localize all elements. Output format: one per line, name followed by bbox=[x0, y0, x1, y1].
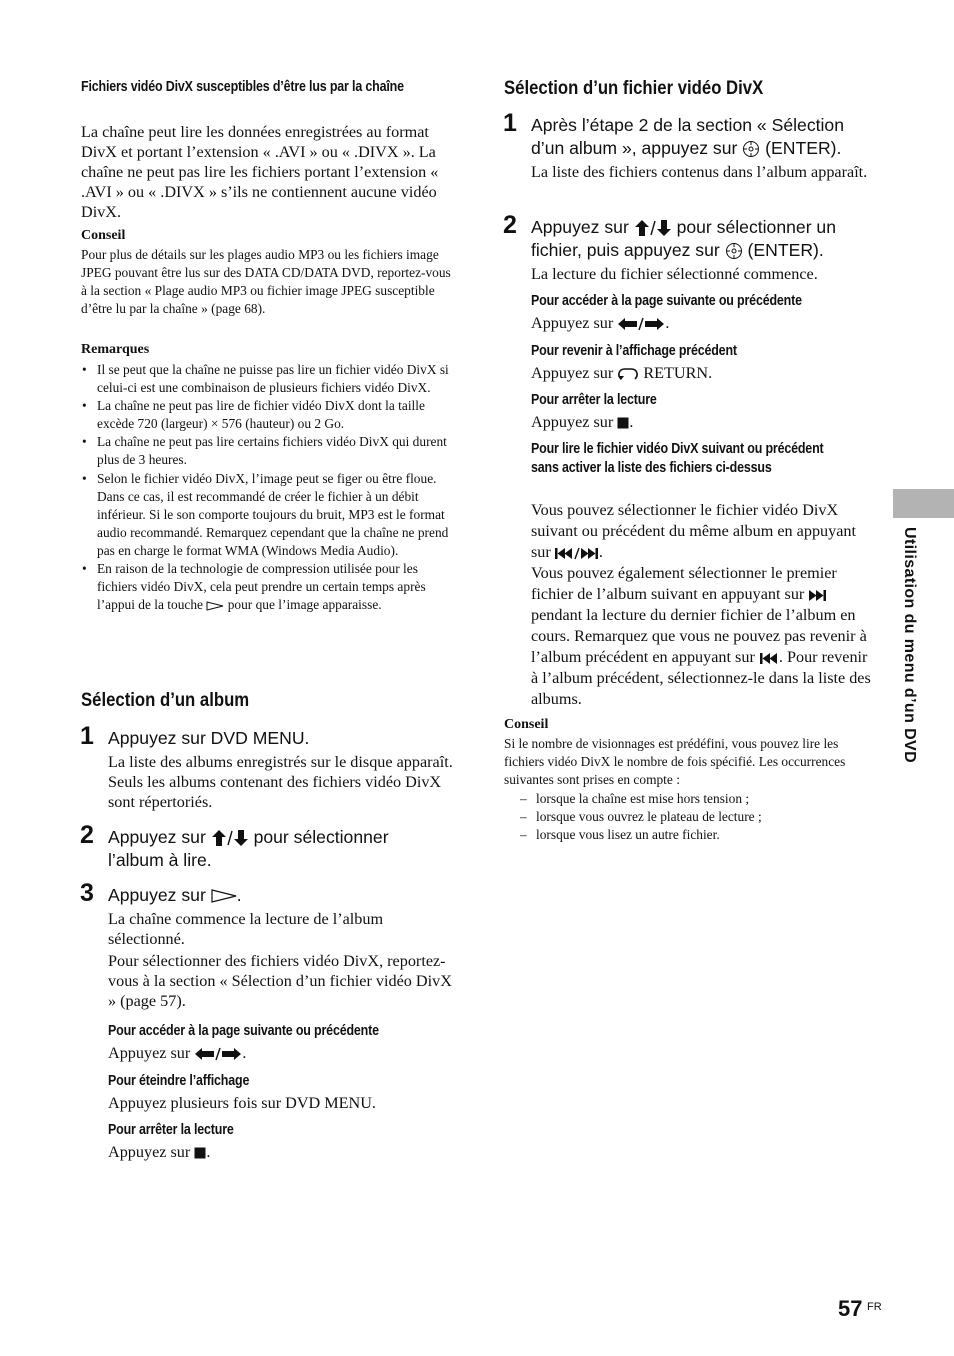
sub-text: Vous pouvez sélectionner le fichier vidéo DivX suivant ou précédent du même album en appuyant sur bbox=[531, 501, 856, 561]
remarques-list bbox=[81, 361, 453, 614]
select-file-heading: Sélection d’un fichier vidéo DivX bbox=[504, 78, 764, 99]
step-number: 3 bbox=[80, 879, 94, 907]
step-text: (ENTER). bbox=[765, 138, 842, 158]
sub-text: Appuyez sur bbox=[531, 364, 614, 382]
step-description: La liste des albums enregistrés sur le disque apparaît. Seuls les albums contenant des fichiers vidéo DivX sont répertoriés. bbox=[108, 753, 453, 811]
step-text: pour sélectionner l’album à lire. bbox=[108, 827, 389, 870]
subheading: Pour arrêter la lecture bbox=[108, 1122, 234, 1138]
remarque-item: • La chaîne ne peut pas lire certains fichiers vidéo DivX qui durent plus de 3 heures. bbox=[81, 433, 453, 469]
conseil-text-right: Si le nombre de visionnages est prédéfini, vous pouvez lire les fichiers vidéo DivX le nombre de fois spécifié. Les occurrences suivantes sont prises en compte : bbox=[504, 736, 846, 788]
remarque-text: pour que l’image apparaisse. bbox=[227, 597, 382, 613]
subheading: Pour revenir à l’affichage précédent bbox=[531, 343, 737, 359]
prev-next-track-icon bbox=[555, 547, 599, 560]
sub-text: . Pour revenir à l’album précédent, sélectionnez-le dans la liste des albums. bbox=[531, 648, 871, 708]
remarque-item: • Il se peut que la chaîne ne puisse pas lire un fichier vidéo DivX si celui-ci est une combinaison de plusieurs fichiers vidéo DivX. bbox=[81, 361, 453, 397]
sub-text: Appuyez sur bbox=[531, 314, 614, 332]
enter-button-icon bbox=[725, 242, 743, 260]
conseil-list-right bbox=[504, 790, 876, 844]
step-number: 1 bbox=[503, 109, 517, 137]
step-instruction bbox=[531, 114, 876, 160]
subheading-text: Appuyez sur . bbox=[531, 314, 670, 332]
step-description: La lecture du fichier sélectionné commence. bbox=[531, 265, 818, 283]
remarques-heading: Remarques bbox=[81, 342, 150, 357]
remarque-item bbox=[81, 560, 453, 614]
subheading: Pour arrêter la lecture bbox=[531, 392, 657, 408]
conseil-heading-right: Conseil bbox=[504, 717, 549, 732]
up-down-arrow-icon bbox=[211, 829, 249, 847]
conseil-text-left: Pour plus de détails sur les plages audio MP3 ou les fichiers image JPEG pouvant être lus sur des DATA CD/DATA DVD, reportez-vous à la section « Plage audio MP3 ou fichier image JPEG susceptible d’être lu par la chaîne » (page 68). bbox=[81, 247, 451, 317]
step-instruction: Appuyez sur DVD MENU. bbox=[108, 728, 310, 748]
stop-icon bbox=[194, 1147, 206, 1159]
step-text: Appuyez sur bbox=[531, 217, 629, 237]
step-number: 1 bbox=[80, 722, 94, 750]
sub-text: Vous pouvez également sélectionner le premier fichier de l’album suivant en appuyant sur bbox=[531, 564, 837, 603]
sub-text: Appuyez sur bbox=[531, 413, 614, 431]
left-right-arrow-icon bbox=[617, 317, 665, 331]
subheading-text: Appuyez sur . bbox=[108, 1143, 211, 1161]
subheading: Pour accéder à la page suivante ou précédente bbox=[108, 1023, 379, 1039]
step-instruction: Appuyez sur . bbox=[108, 885, 242, 905]
sub-text: Appuyez sur bbox=[108, 1143, 191, 1161]
sub-text: Appuyez sur bbox=[108, 1044, 191, 1062]
list-item: – lorsque la chaîne est mise hors tension ; bbox=[504, 790, 876, 808]
step-number: 2 bbox=[503, 211, 517, 239]
up-down-arrow-icon bbox=[634, 219, 672, 237]
divx-files-paragraph: La chaîne peut lire les données enregistrées au format DivX et portant l’extension « .AVI » ou « .DIVX ». La chaîne ne peut pas lire les fichiers portant l’extension « .AVI » ou « .DIVX » s’ils ne contiennent aucune vidéo DivX. bbox=[81, 123, 439, 221]
sub-text: RETURN. bbox=[643, 364, 713, 382]
step-number: 2 bbox=[80, 821, 94, 849]
play-button-icon bbox=[211, 889, 237, 903]
subheading: Pour accéder à la page suivante ou précédente bbox=[531, 293, 802, 309]
left-right-arrow-icon bbox=[194, 1047, 242, 1061]
play-button-icon bbox=[206, 601, 224, 611]
sub-text: pendant la lecture du dernier fichier de l’album en cours. Remarquez que vous ne pouvez pas revenir à l’album précédent en appuyant sur bbox=[531, 606, 867, 666]
step-text: Après l’étape 2 de la section « Sélection d’un album », appuyez sur bbox=[531, 115, 844, 158]
step-instruction bbox=[531, 216, 876, 262]
divx-files-heading: Fichiers vidéo DivX susceptibles d’être lus par la chaîne bbox=[81, 79, 404, 95]
list-item: – lorsque vous ouvrez le plateau de lecture ; bbox=[504, 808, 876, 826]
enter-button-icon bbox=[742, 140, 760, 158]
list-item: – lorsque vous lisez un autre fichier. bbox=[504, 826, 876, 844]
step-instruction bbox=[108, 826, 448, 872]
remarque-item: • La chaîne ne peut pas lire de fichier vidéo DivX dont la taille excède 720 (largeur) × 576 (hauteur) ou 2 Go. bbox=[81, 397, 453, 433]
remarque-item: • Selon le fichier vidéo DivX, l’image peut se figer ou être floue. Dans ce cas, il est recommandé de créer le fichier à un débit inférieur. Si le son comporte toujours du bruit, MP3 est le format audio recommandé. Remarquez cependant que la chaîne ne prend pas en charge le format WMA (Windows Media Audio). bbox=[81, 470, 453, 560]
subheading-text bbox=[531, 363, 712, 383]
page-language: FR bbox=[867, 1301, 882, 1313]
step-description: Pour sélectionner des fichiers vidéo DivX, reportez-vous à la section « Sélection d’un fichier vidéo DivX » (page 57). bbox=[108, 952, 452, 1010]
side-label-text: Utilisation du menu d’un DVD bbox=[901, 527, 918, 764]
return-icon bbox=[617, 367, 639, 381]
subheading: Pour lire le fichier vidéo DivX suivant ou précédent sans activer la liste des fichiers ci-dessus bbox=[531, 441, 824, 476]
subheading-text: Appuyez sur . bbox=[108, 1044, 247, 1062]
previous-track-icon bbox=[759, 652, 779, 665]
step-text: (ENTER). bbox=[747, 240, 824, 260]
remarque-text: En raison de la technologie de compression utilisée pour les fichiers vidéo DivX, cela peut prendre un certain temps après l’appui de la touche bbox=[97, 561, 426, 613]
side-tab-marker bbox=[893, 489, 954, 518]
step-description: La liste des fichiers contenus dans l’album apparaît. bbox=[531, 163, 868, 181]
subheading-text: Vous pouvez sélectionner le fichier vidéo DivX suivant ou précédent du même album en appuyant sur . Vous pouvez également sélectionner le premier fichier de l’album suivant en appuyant sur pendant la lecture du dernier fichier de l’album en cours. Remarquez que vous ne pouvez pas revenir à l’album précédent en appuyant sur . Pour revenir à l’album précédent, sélectionnez-le dans la liste des albums. bbox=[531, 501, 871, 708]
step-text: Appuyez sur bbox=[108, 827, 206, 847]
step-description: La chaîne commence la lecture de l’album sélectionné. bbox=[108, 910, 384, 948]
page-number: 57 bbox=[838, 1296, 863, 1321]
stop-icon bbox=[617, 417, 629, 429]
select-album-heading: Sélection d’un album bbox=[81, 690, 250, 711]
subheading: Pour éteindre l’affichage bbox=[108, 1073, 250, 1089]
subheading-text: Appuyez sur . bbox=[531, 413, 634, 431]
side-section-label bbox=[896, 527, 920, 787]
step-text: pour sélectionner un fichier, puis appuyez sur bbox=[531, 217, 837, 260]
subheading-text: Appuyez plusieurs fois sur DVD MENU. bbox=[108, 1094, 376, 1112]
conseil-heading-left: Conseil bbox=[81, 228, 126, 243]
next-track-icon bbox=[808, 589, 828, 602]
step-text: Appuyez sur bbox=[108, 885, 206, 905]
